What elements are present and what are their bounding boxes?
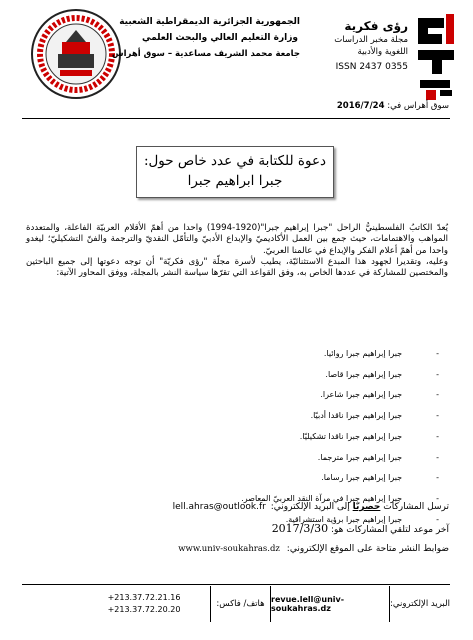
topic-item: - جبرا إبراهيم جبرا شاعرا. — [241, 385, 439, 406]
intro-paragraph-2: وعليه، وتقديرا لجهود هذا المبدع الاستثنائيّة، يطيب لأسرة مجلّة "رؤى فكريّة" أن توجه دعوتها إلى جميع الباحثين والمختصين للمشاركة في عددها الخاص به، وفق القواعد التي تقرّها سياسة النشر بالمجلة، ووفق المحاور الآتية: — [26, 256, 448, 279]
submission-email-link[interactable]: lell.ahras@outlook.fr — [172, 502, 266, 512]
phone-number-1: +213.37.72.21.16 — [107, 593, 181, 602]
call-title-box — [136, 146, 334, 198]
journal-subtitle-1: مجلة مخبر الدراسات — [334, 35, 408, 45]
university-logo-icon — [30, 8, 122, 100]
topic-item: - جبرا إبراهيم جبرا ناقدا أدبيّا. — [241, 406, 439, 427]
phone-number-2: +213.37.72.20.20 — [107, 605, 181, 614]
topic-item: - جبرا إبراهيم جبرا رساما. — [241, 468, 439, 489]
footer-phone-label: هاتف/ فاكس: — [210, 586, 270, 622]
deadline-row — [19, 518, 449, 539]
topic-item: - جبرا إبراهيم جبرا ناقدا تشكيليّا. — [241, 427, 439, 448]
footer-email-link[interactable]: revue.lell@univ-soukahras.dz — [270, 586, 390, 622]
submission-info — [19, 497, 449, 560]
journal-info — [308, 18, 408, 72]
intro-text — [26, 223, 448, 279]
submission-email-row — [19, 497, 449, 518]
university-name: جامعة محمد الشريف مساعدية – سوق أهراس — [111, 49, 300, 59]
institution-header — [111, 14, 300, 62]
journal-title: رؤى فكرية — [344, 19, 408, 33]
issn-number: ISSN 2437 0355 — [335, 62, 408, 72]
footer-divider — [22, 584, 450, 585]
topic-item: - جبرا إبراهيم جبرا برؤية استشراقية. — [241, 510, 439, 531]
footer-phone-numbers — [78, 586, 210, 622]
ministry-name: وزارة التعليم العالي والبحث العلمي — [141, 33, 299, 43]
rules-row — [19, 539, 449, 560]
date-label: سوق أهراس في: — [387, 101, 449, 111]
send-prefix: ترسل المشاركات — [383, 502, 449, 512]
intro-paragraph-1: يُعدّ الكاتبُ الفلسطينيُّ الراحل "جبرا إبراهيم جبرا"(1920-1994) واحدا من أهمّ الأقلام العربيّة الفاعلة، والمتعددة المواهب والاهتمامات، حيث جمع بين العمل الأكاديميّ والإبداع الأدبيّ والتأمّل النقديّ والترجمة والفنّ التشكيليّ؛ ليغدو واحدا من أهمّ أعلام الفكر والإبداع في عالمنا العربيّ. — [26, 223, 448, 256]
website-link[interactable]: www.univ-soukahras.dz — [178, 544, 280, 554]
footer-email-label: البريد الإلكتروني: — [390, 599, 450, 609]
header-divider — [22, 118, 450, 119]
journal-subtitle-2: اللغوية والأدبية — [357, 47, 408, 57]
deadline-label: آخر موعد لتلقي المشاركات هو: — [330, 525, 449, 535]
republic-name: الجمهورية الجزائرية الديمقراطية الشعبية — [119, 17, 300, 27]
rules-label: ضوابط النشر متاحة على الموقع الإلكتروني: — [286, 544, 449, 554]
date-value: 2016/7/24 — [336, 101, 385, 111]
topic-item: - جبرا إبراهيم جبرا روائيا. — [241, 344, 439, 365]
issue-date — [337, 101, 449, 111]
topic-item: - جبرا إبراهيم جبرا مترجما. — [241, 448, 439, 469]
contact-footer — [78, 586, 450, 622]
send-suffix: إلى البريد الإلكتروني: — [270, 502, 350, 512]
send-exclusive: حصريّا — [352, 502, 381, 512]
deadline-value: 2017/3/30 — [271, 522, 329, 535]
topic-item: - جبرا إبراهيم جبرا قاصا. — [241, 365, 439, 386]
call-title: دعوة للكتابة في عدد خاص حول: — [143, 153, 327, 169]
topic-item: - جبرا إبراهيم جبرا في مرآة النقد العربيّ المعاصر. — [241, 489, 439, 510]
call-subject: جبرا ابراهيم جبرا — [187, 173, 283, 189]
journal-logo-icon — [412, 10, 460, 102]
